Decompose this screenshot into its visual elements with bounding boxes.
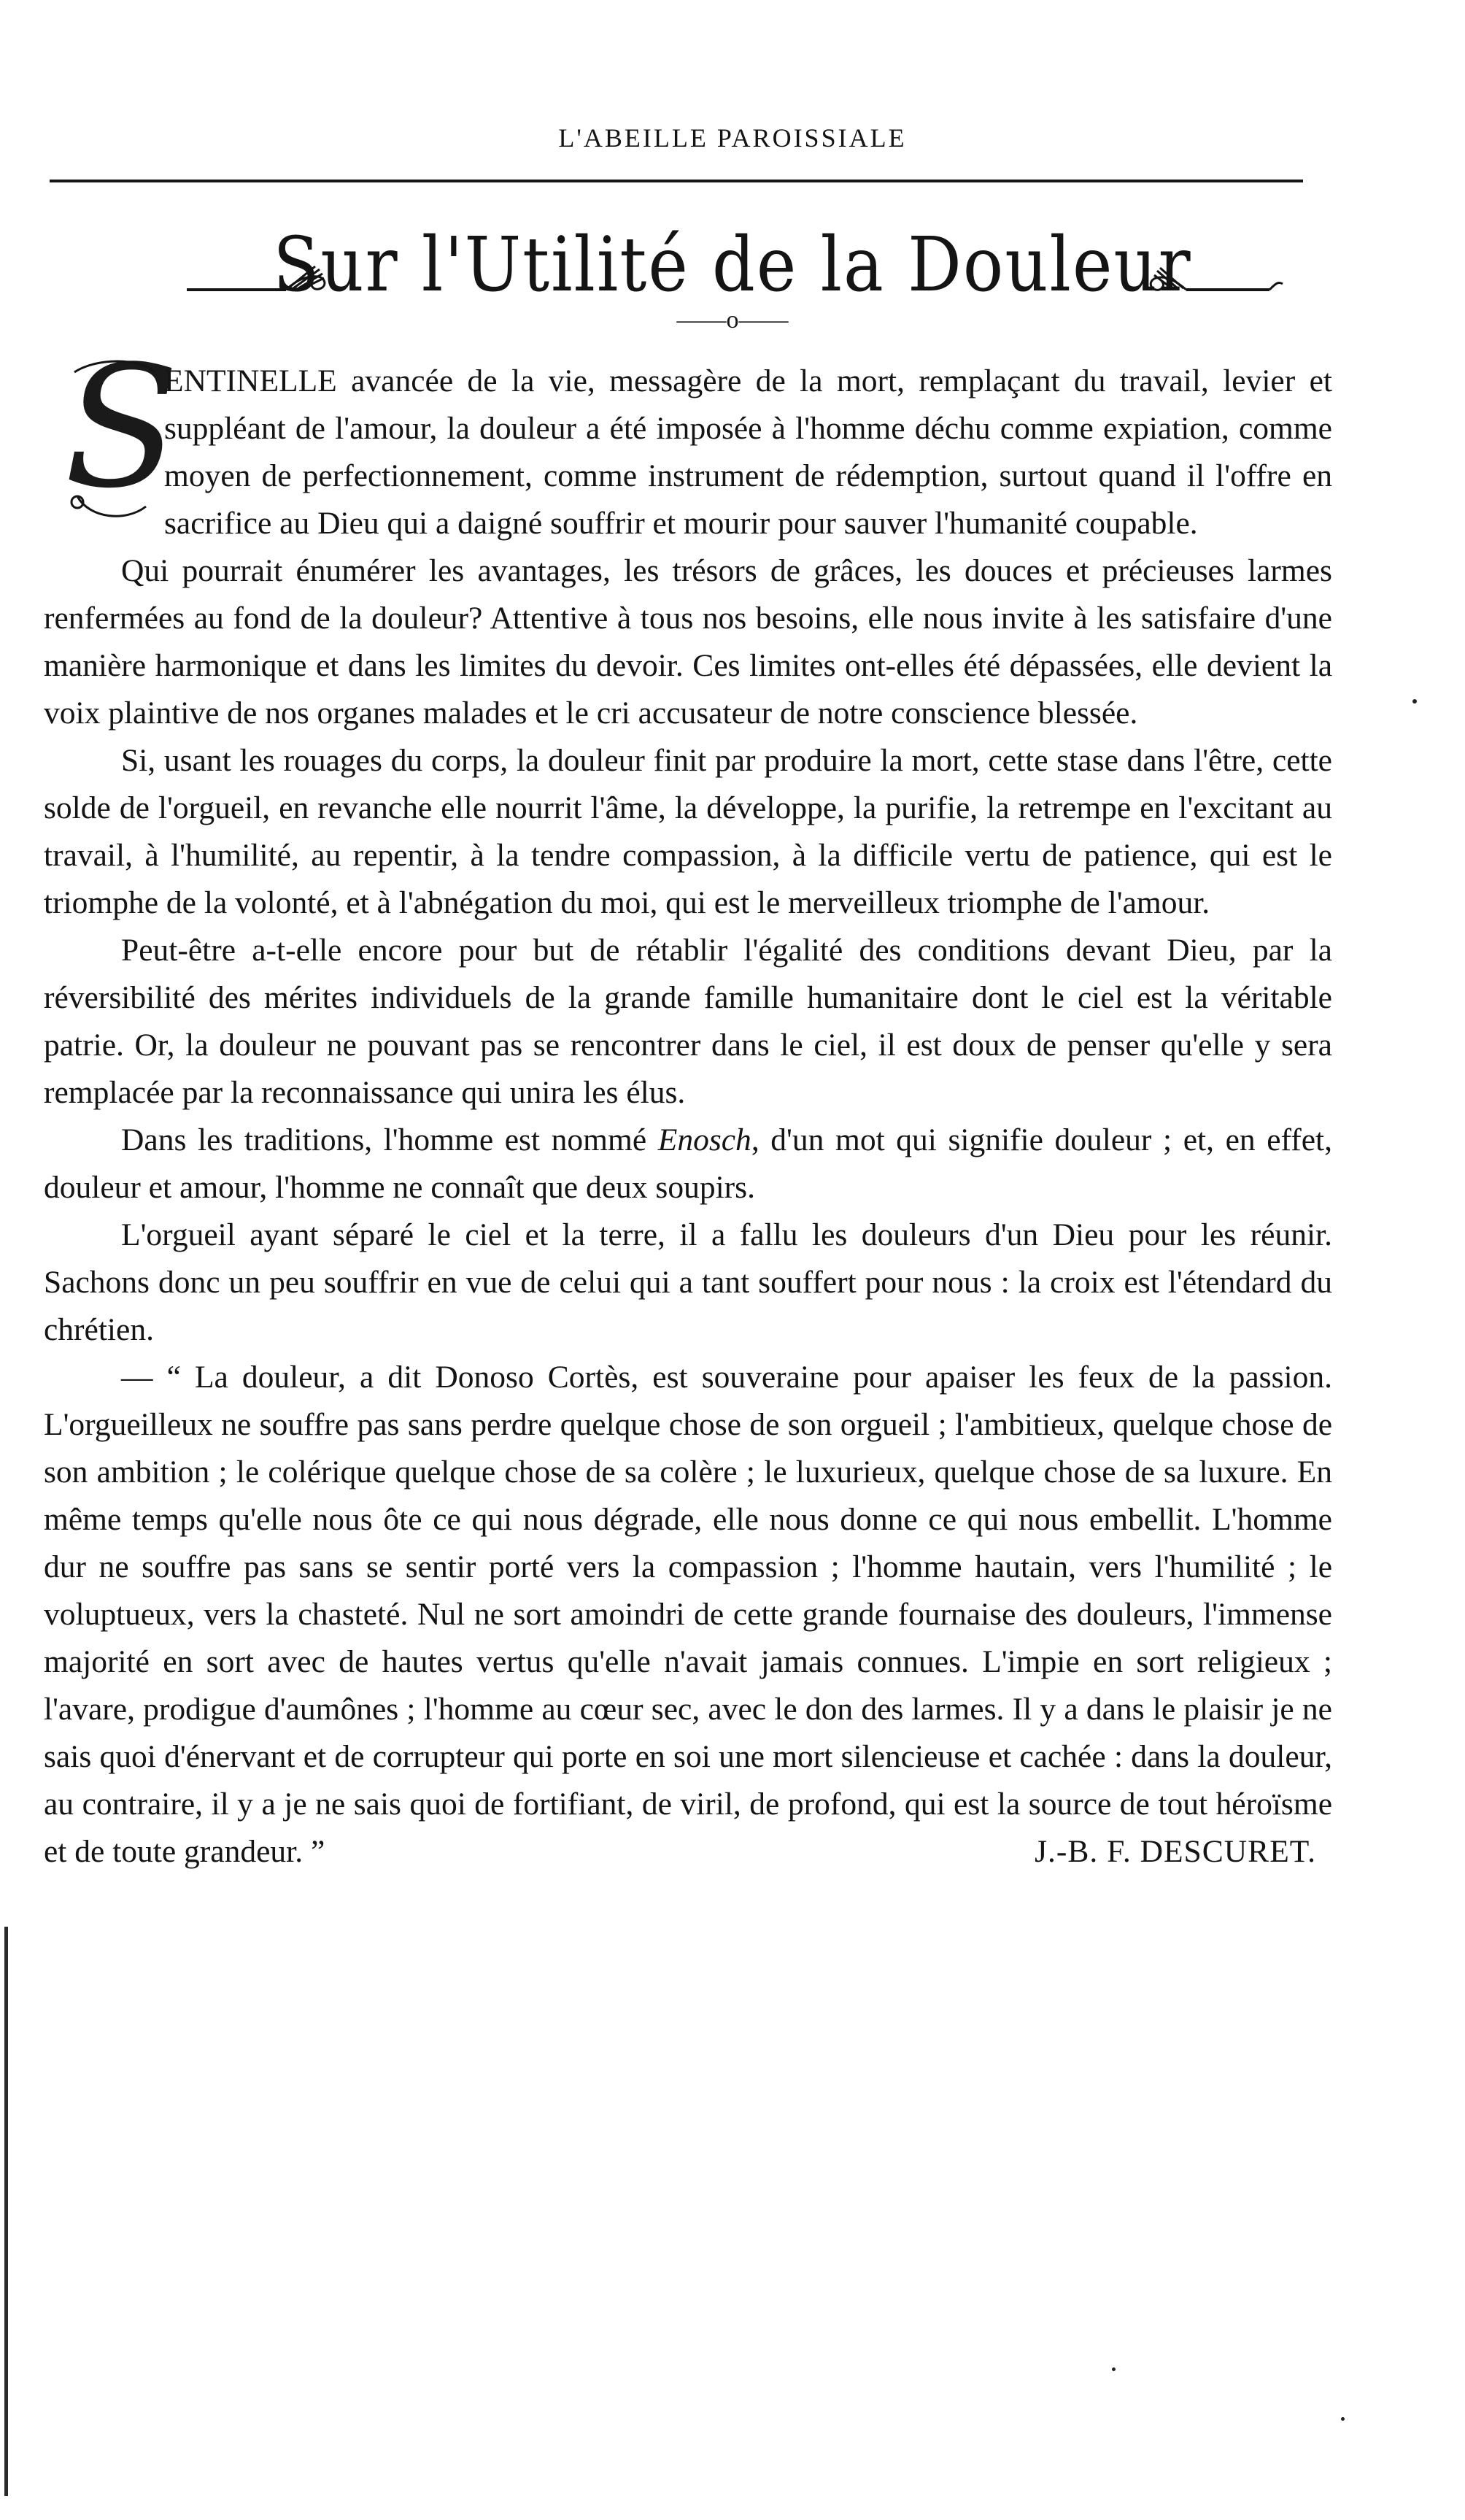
italic-term: Enosch (657, 1122, 751, 1157)
paragraph-4: Peut-être a-t-elle encore pour but de rétablir l'égalité des conditions devant Dieu, par la réversibilité des mérites individuels de la grande famille humanitaire dont le ciel est la véritable patrie. Or, la douleur ne pouvant pas se rencontrer dans le ciel, il est doux de penser qu'elle y sera remplacée par la reconnaissance qui unira les élus. (44, 933, 1332, 1110)
print-speck (1412, 699, 1417, 704)
article-body (44, 358, 1332, 1876)
paragraph-6: L'orgueil ayant séparé le ciel et la terre, il a fallu les douleurs d'un Dieu pour les réunir. Sachons donc un peu souffrir en vue de celui qui a tant souffert pour nous : la croix est l'étendard du chrétien. (44, 1217, 1332, 1347)
page-edge-mark (4, 1927, 8, 2496)
paragraph-3: Si, usant les rouages du corps, la douleur finit par produire la mort, cette stase dans l'être, cette solde de l'orgueil, en revanche elle nourrit l'âme, la développe, la purifie, la retrempe en l'excitant au travail, à l'humilité, au repentir, à la tendre compassion, à la difficile vertu de patience, qui est le triomphe de la volonté, et à l'abnégation du moi, qui est le merveilleux triomphe de l'amour. (44, 743, 1332, 920)
article-title: Sur l'Utilité de la Douleur (273, 220, 1192, 309)
paragraph-5: Dans les traditions, l'homme est nommé Enosch, d'un mot qui signifie douleur ; et, en effet, douleur et amour, l'homme ne connaît que deux soupirs. (44, 1122, 1332, 1205)
paragraph-1: ENTINELLE avancée de la vie, messagère de la mort, remplaçant du travail, levier et suppléant de l'amour, la douleur a été imposée à l'homme déchu comme expiation, comme moyen de perfectionnement, comme instrument de rédemption, surtout quand il l'offre en sacrifice au Dieu qui a daigné souffrir et mourir pour sauver l'humanité coupable. (44, 358, 1332, 547)
paragraph-7: — “ La douleur, a dit Donoso Cortès, est souveraine pour apaiser les feux de la passion. L'orgueilleux ne souffre pas sans perdre quelque chose de son orgueil ; l'ambitieux, quelque chose de son ambition ; le colérique quelque chose de sa colère ; le luxurieux, quelque chose de sa luxure. En même temps qu'elle nous ôte ce qui nous dégrade, elle nous donne ce qui nous embellit. L'homme dur ne souffre pas sans se sentir porté vers la compassion ; l'homme hautain, vers l'humilité ; le voluptueux, vers la chasteté. Nul ne sort amoindri de cette grande fournaise des douleurs, l'immense majorité en sort avec de hautes vertus qu'elle n'avait jamais connues. L'impie en sort religieux ; l'avare, prodigue d'aumônes ; l'homme au cœur sec, avec le don des larmes. Il y a dans le plaisir je ne sais quoi d'énervant et de corrupteur qui porte en soi une mort silencieuse et cachée : dans la douleur, au contraire, il y a je ne sais quoi de fortifiant, de viril, de profond, qui est la source de tout héroïsme et de toute grandeur. ” J.-B. F. DESCURET. (44, 1354, 1332, 1876)
dropcap-space (44, 358, 164, 547)
dropcap-letter: S (64, 331, 179, 525)
print-speck (1112, 2367, 1116, 2371)
title-separator: ——o—— (676, 307, 789, 334)
print-speck (1341, 2417, 1345, 2421)
author-signature: J.-B. F. DESCURET. (1035, 1834, 1316, 1869)
title-block (0, 208, 1465, 317)
paragraph-2: Qui pourrait énumérer les avantages, les trésors de grâces, les douces et précieuses larmes renfermées au fond de la douleur? Attentive à tous nos besoins, elle nous invite à les satisfaire d'une manière harmonique et dans les limites du devoir. Ces limites ont-elles été dépassées, elle devient la voix plaintive de nos organes malades et le cri accusateur de notre conscience blessée. (44, 553, 1332, 731)
header-rule (50, 180, 1303, 182)
running-head: L'ABEILLE PAROISSIALE (558, 123, 907, 153)
